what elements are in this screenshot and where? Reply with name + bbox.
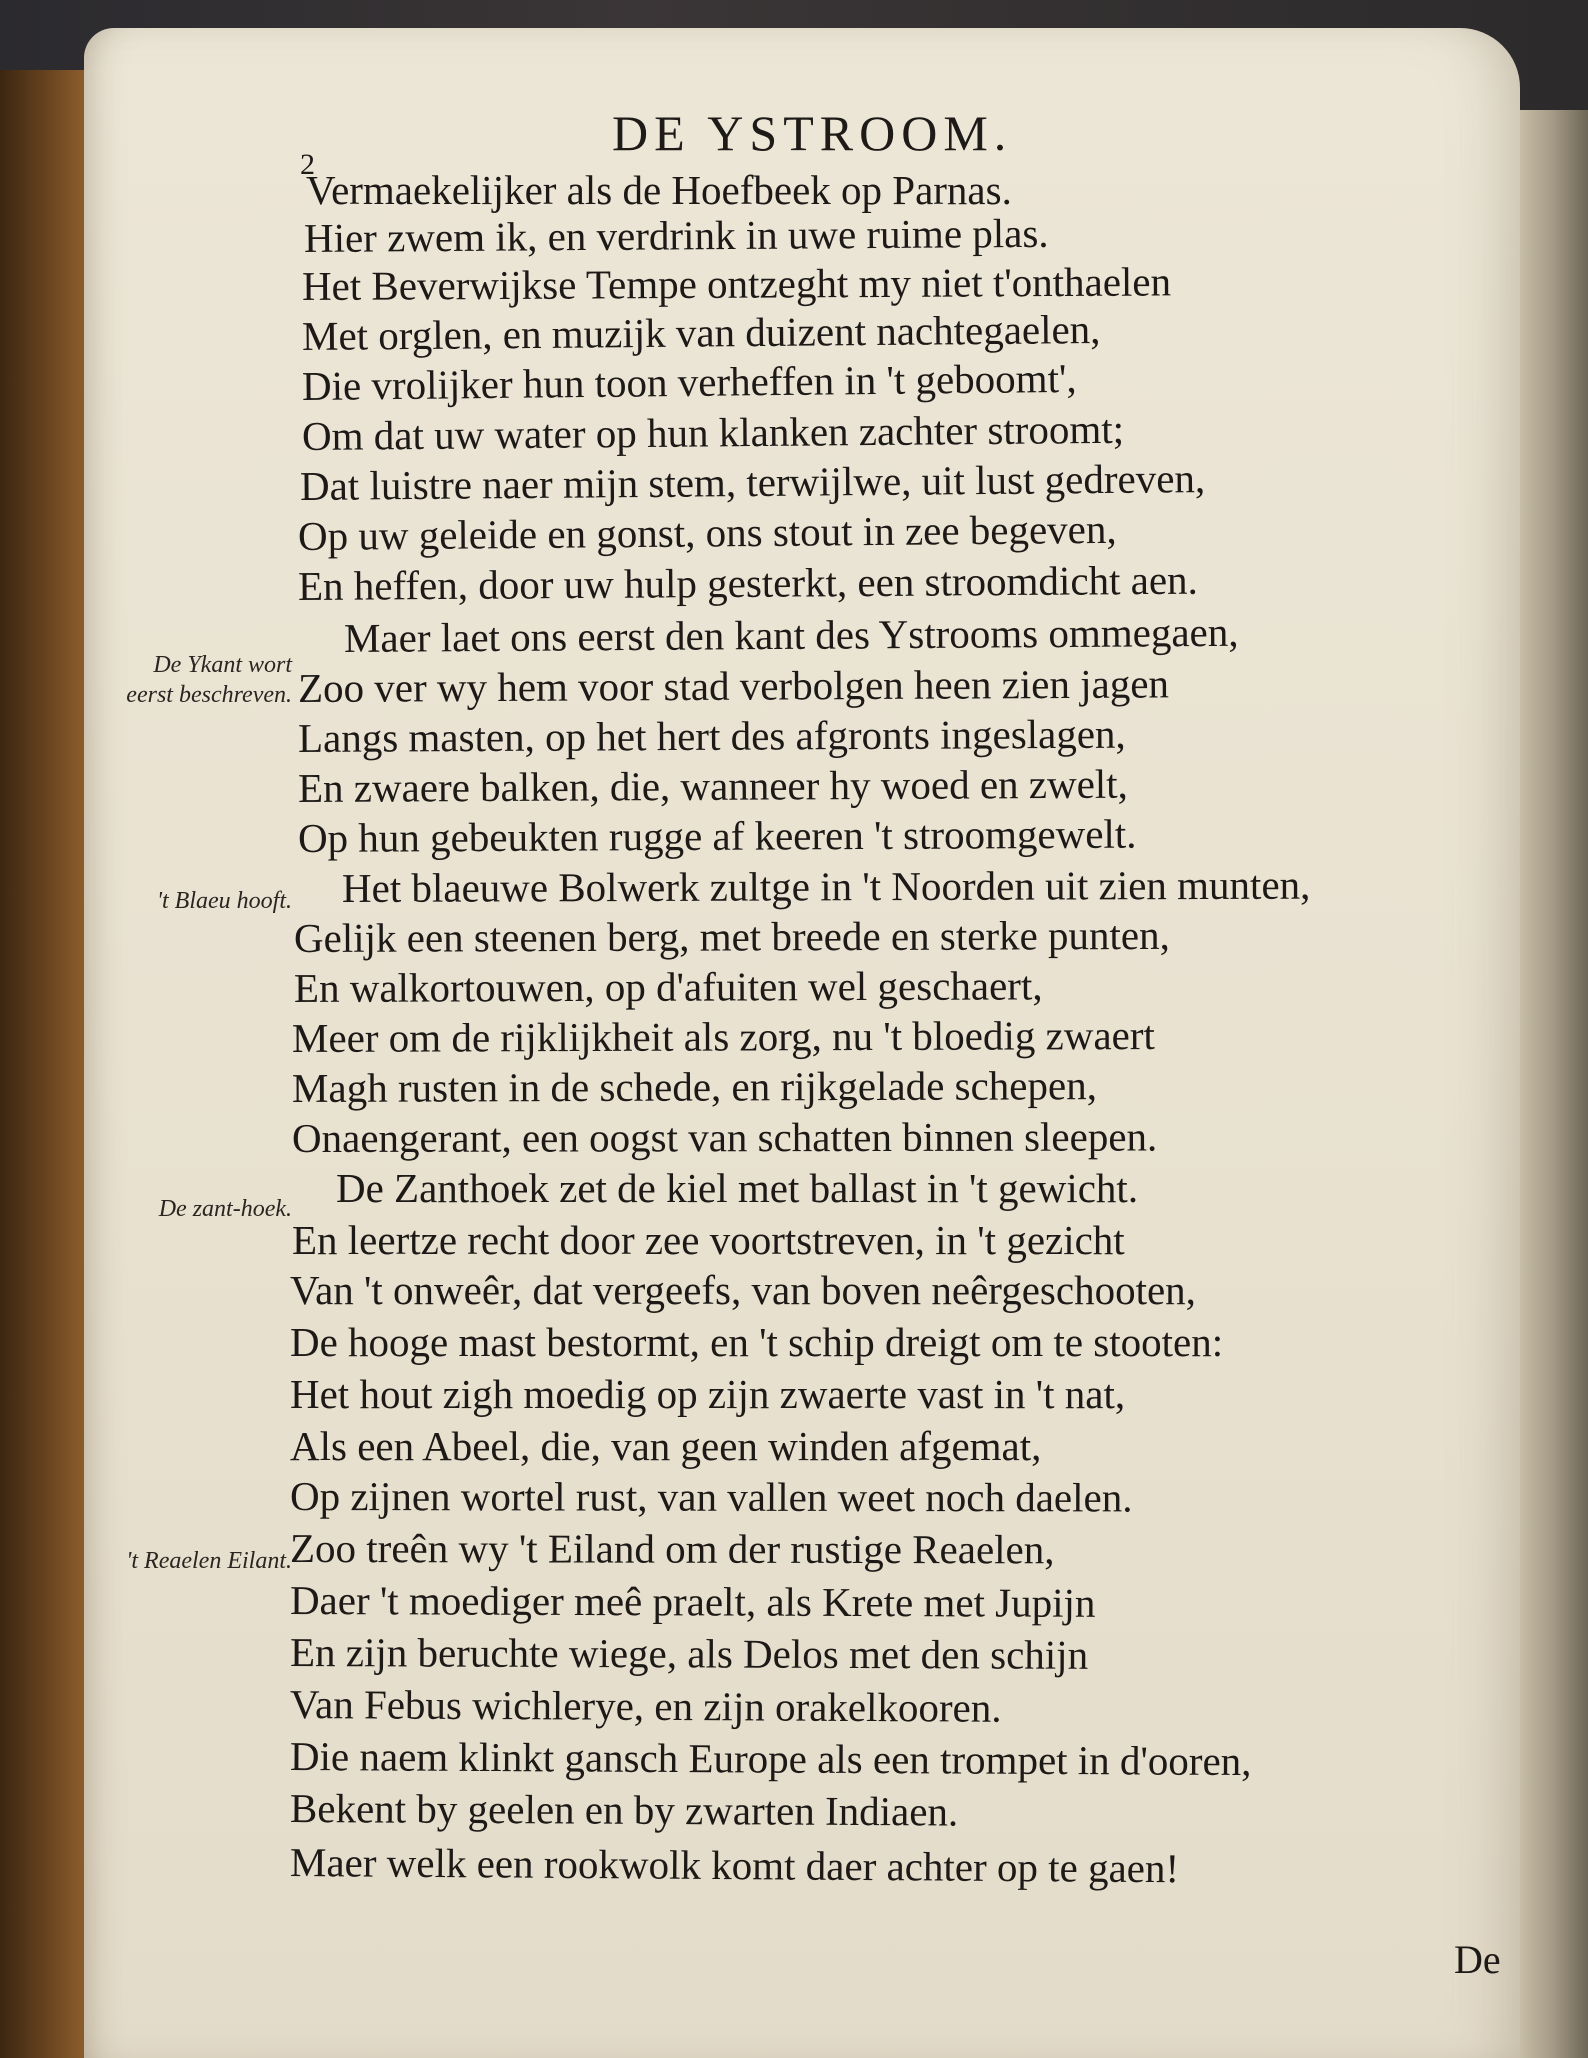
marginal-note: 't Blaeu hooft. [156,888,292,914]
verse-line: Vermaekelijker als de Hoefbeek op Parnas. [306,167,1012,213]
verse-line: Maer laet ons eerst den kant des Ystrooms ommegaen, [343,608,1239,661]
verse-line: Het blaeuwe Bolwerk zultge in 't Noorden uit zien munten, [341,861,1311,911]
verse-line: Het hout zigh moedig op zijn zwaerte vast in 't nat, [290,1371,1126,1417]
verse-line: Zoo ver wy hem voor stad verbolgen heen zien jagen [297,660,1170,711]
verse-line: Gelijk een steenen berg, met breede en sterke punten, [293,911,1170,961]
verse-line: En zijn beruchte wiege, als Delos met den schijn [289,1629,1089,1678]
verse-line: Langs masten, op het hert des afgronts ingeslagen, [297,710,1126,761]
verse-line: Dat luistre naer mijn stem, terwijlwe, uit lust gedreven, [299,455,1206,509]
marginal-note: De zant-hoek. [158,1196,292,1222]
verse-line: Op uw geleide en gonst, ons stout in zee begeven, [297,505,1117,559]
verse-line: De Zanthoek zet de kiel met ballast in 't gewicht. [336,1165,1139,1211]
verse-line: Van Febus wichlerye, en zijn orakelkooren. [289,1681,1002,1731]
verse-line: Zoo treên wy 't Eiland om der rustige Reaelen, [289,1525,1055,1573]
verse-line: Hier zwem ik, en verdrink in uwe ruime plas. [303,209,1049,261]
verse-line: En heffen, door uw hulp gesterkt, een stroomdicht aen. [297,556,1198,609]
verse-line: Het Beverwijkse Tempe ontzeght my niet t'onthaelen [301,258,1172,309]
verse-line: Op hun gebeukten rugge af keeren 't stroomgewelt. [297,810,1137,861]
verse-line: Daer 't moediger meê praelt, als Krete met Jupijn [289,1577,1096,1626]
verse-line: Die naem klinkt gansch Europe als een trompet in d'ooren, [289,1733,1252,1785]
running-head: DE YSTROOM. [612,105,1013,161]
page-number: 2 [300,148,315,181]
verse-line: Onaengerant, een oogst van schatten binnen sleepen. [291,1113,1158,1161]
marginal-note: 't Reaelen Eilant. [126,1548,292,1574]
verse-line: Meer om de rijklijkheit als zorg, nu 't bloedig zwaert [291,1011,1155,1061]
verse-line: Om dat uw water op hun klanken zachter stroomt; [301,405,1125,459]
verse-line: En walkortouwen, op d'afuiten wel geschaert, [293,962,1043,1011]
verse-line: Als een Abeel, die, van geen winden afgemat, [290,1423,1042,1469]
verse-line: Van 't onweêr, dat vergeefs, van boven neêrgeschooten, [290,1267,1196,1313]
verse-line: Magh rusten in de schede, en rijkgelade schepen, [291,1062,1097,1111]
verse-line: De hooge mast bestormt, en 't schip dreigt om te stooten: [290,1319,1224,1365]
catchword: De [1454,1937,1501,1982]
verse-line: Maer welk een rookwolk komt daer achter op te gaen! [289,1839,1180,1892]
marginal-note: De Ykant wort eerst beschreven. [126,652,292,708]
verse-line: Op zijnen wortel rust, van vallen weet noch daelen. [289,1473,1133,1521]
verse-line: En zwaere balken, die, wanneer hy woed en zwelt, [297,760,1128,811]
verse-line: Met orglen, en muzijk van duizent nachtegaelen, [301,306,1101,359]
verse-line: Bekent by geelen en by zwarten Indiaen. [289,1785,959,1835]
verse-line: En leertze recht door zee voortstreven, in 't gezicht [292,1217,1125,1263]
verse-line: Die vrolijker hun toon verheffen in 't geboomt', [301,354,1077,409]
